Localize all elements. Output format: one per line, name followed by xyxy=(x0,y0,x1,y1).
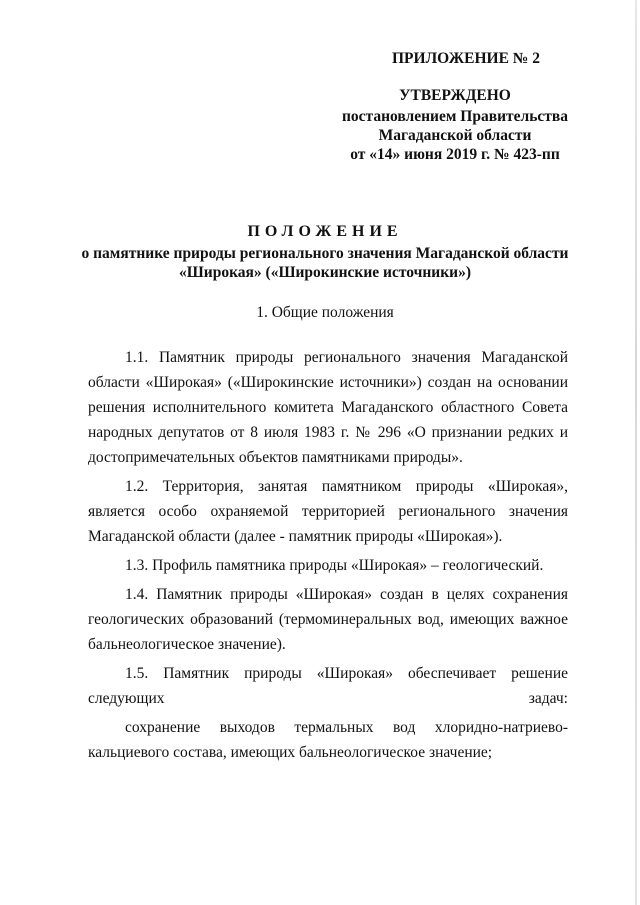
paragraph-1-5: 1.5. Памятник природы «Широкая» обеспечивает решение следующих задач: xyxy=(88,665,568,707)
paragraph-1-4: 1.4. Памятник природы «Широкая» создан в целях сохранения геологических образований (термоминеральных вод, имеющих важное бальнеологическое значение). xyxy=(88,586,568,653)
document-subtitle-line-2: «Широкая» («Широкинские источники») xyxy=(179,264,471,281)
section-title: 1. Общие положения xyxy=(256,304,394,321)
approved-title: УТВЕРЖДЕНО xyxy=(399,87,511,104)
approval-block xyxy=(330,86,580,164)
document-title: ПОЛОЖЕНИЕ xyxy=(247,223,403,240)
document-subtitle-line-1: о памятнике природы регионального значения Магаданской области xyxy=(81,245,569,262)
approval-line-date: от «14» июня 2019 г. № 423-пп xyxy=(350,146,560,163)
paragraph-1-3: 1.3. Профиль памятника природы «Широкая» – геологический. xyxy=(125,557,544,574)
paragraph-task-1: сохранение выходов термальных вод хлоридно-натриево-кальциевого состава, имеющих бальнеологическое значение; xyxy=(88,719,568,761)
approval-line-region: Магаданской области xyxy=(378,127,532,144)
document-title-block xyxy=(60,222,590,282)
scan-edge-shadow xyxy=(635,0,637,905)
document-body xyxy=(88,345,568,769)
appendix-label: ПРИЛОЖЕНИЕ № 2 xyxy=(392,50,540,67)
approval-line-resolution: постановлением Правительства xyxy=(341,108,569,125)
paragraph-1-1: 1.1. Памятник природы регионального значения Магаданской области «Широкая» («Широкинские источники») создан на основании решения исполнительного комитета Магаданского областного Совета народных депутатов от 8 июля 1983 г. № 296 «О признании редких и достопримечательных объектов памятниками природы». xyxy=(88,349,568,466)
paragraph-1-2: 1.2. Территория, занятая памятником природы «Широкая», является особо охраняемой территорией регионального значения Магаданской области (далее - памятник природы «Широкая»). xyxy=(88,478,568,545)
